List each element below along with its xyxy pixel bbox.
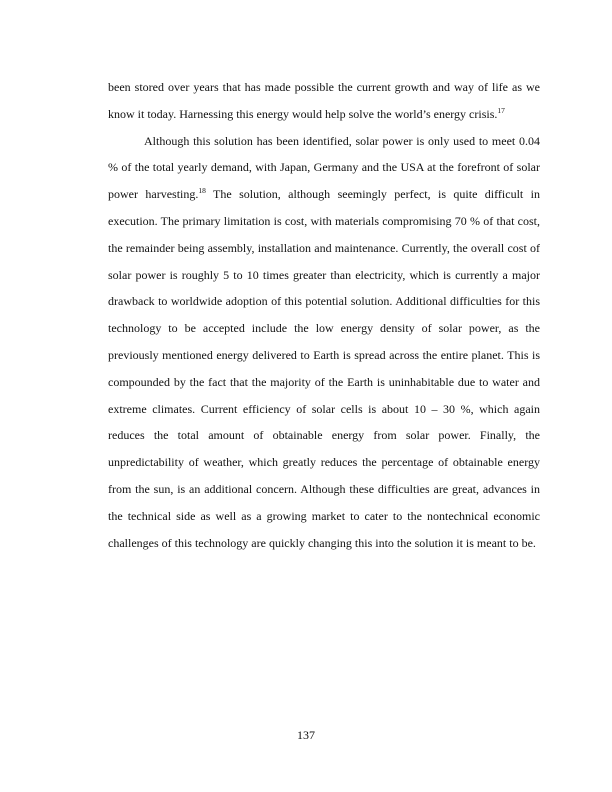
page-number: 137 xyxy=(297,728,315,742)
paragraph-1 xyxy=(108,74,540,128)
paragraph-2-text-a: Although this solution has been identified, solar power is only used to meet 0.04 % of the total yearly demand, with Japan, Germany and the USA at the forefront of solar power harvesting. xyxy=(108,133,540,202)
footnote-ref-17: 17 xyxy=(497,105,505,115)
footnote-ref-18: 18 xyxy=(198,186,206,196)
paragraph-1-text: been stored over years that has made possible the current growth and way of life as we know it today. Harnessing this energy would help solve the world’s energy crisis. xyxy=(108,80,540,121)
paragraph-2-text-b: The solution, although seemingly perfect, is quite difficult in execution. The primary limitation is cost, with materials compromising 70 % of that cost, the remainder being assembly, installation and maintenance. Currently, the overall cost of solar power is roughly 5 to 10 times greater than electricity, which is currently a major drawback to worldwide adoption of this potential solution. Additional difficulties for this technology to be accepted include the low energy density of solar power, as the previously mentioned energy delivered to Earth is spread across the entire planet. This is compounded by the fact that the majority of the Earth is uninhabitable due to water and extreme climates. Current efficiency of solar cells is about 10 – 30 %, which again reduces the total amount of obtainable energy from solar power. Finally, the unpredictability of weather, which greatly reduces the percentage of obtainable energy from the sun, is an additional concern. Although these difficulties are great, advances in the technical side as well as a growing market to cater to the nontechnical economic challenges of this technology are quickly changing this into the solution it is meant to be. xyxy=(108,187,540,550)
paragraph-2 xyxy=(108,128,540,557)
body-text xyxy=(108,74,540,556)
